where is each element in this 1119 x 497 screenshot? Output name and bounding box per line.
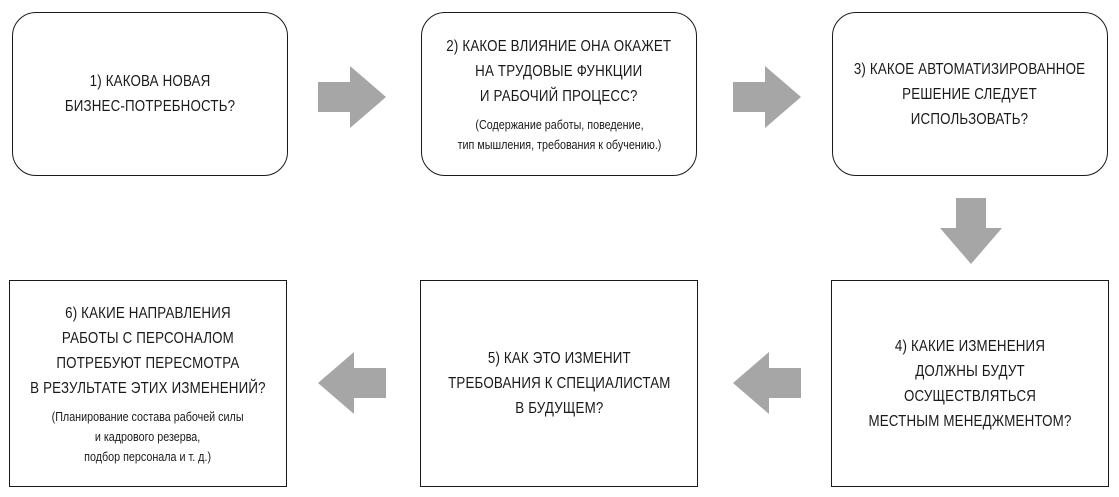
step-4-title: 4) КАКИЕ ИЗМЕНЕНИЯ ДОЛЖНЫ БУДУТ ОСУЩЕСТВЛЯТЬСЯ МЕСТНЫМ МЕНЕДЖМЕНТОМ? bbox=[868, 337, 1072, 430]
step-6-title: 6) КАКИЕ НАПРАВЛЕНИЯ РАБОТЫ С ПЕРСОНАЛОМ ПОТРЕБУЮТ ПЕРЕСМОТРА В РЕЗУЛЬТАТЕ ЭТИХ ИЗМЕНЕНИЙ? bbox=[30, 304, 266, 397]
step-2-note: (Содержание работы, поведение, тип мышления, требования к обучению.) bbox=[457, 117, 661, 152]
step-2-box bbox=[421, 12, 697, 176]
arrow-left-2-icon bbox=[318, 352, 386, 414]
step-1-box bbox=[12, 12, 288, 176]
step-6-box bbox=[9, 280, 287, 487]
arrow-shape bbox=[733, 352, 801, 414]
step-3-box bbox=[832, 12, 1108, 176]
arrow-right-2-icon bbox=[733, 66, 801, 128]
step-3-title: 3) КАКОЕ АВТОМАТИЗИРОВАННОЕ РЕШЕНИЕ СЛЕДУЕТ ИСПОЛЬЗОВАТЬ? bbox=[854, 60, 1086, 128]
arrow-left-1-icon bbox=[733, 352, 801, 414]
step-1-title: 1) КАКОВА НОВАЯ БИЗНЕС-ПОТРЕБНОСТЬ? bbox=[64, 73, 236, 115]
step-6-note: (Планирование состава рабочей силы и кадрового резерва, подбор персонала и т. д.) bbox=[52, 409, 244, 464]
arrow-shape bbox=[940, 198, 1002, 264]
arrow-shape bbox=[733, 66, 801, 128]
step-5-box bbox=[420, 280, 698, 487]
arrow-shape bbox=[318, 352, 386, 414]
arrow-down-icon bbox=[940, 198, 1002, 264]
arrow-right-1-icon bbox=[318, 66, 386, 128]
step-4-box bbox=[831, 280, 1109, 487]
step-5-title: 5) КАК ЭТО ИЗМЕНИТ ТРЕБОВАНИЯ К СПЕЦИАЛИСТАМ В БУДУЩЕМ? bbox=[447, 350, 671, 417]
step-2-title: 2) КАКОЕ ВЛИЯНИЕ ОНА ОКАЖЕТ НА ТРУДОВЫЕ ФУНКЦИИ И РАБОЧИЙ ПРОЦЕСС? bbox=[446, 37, 672, 105]
arrow-shape bbox=[318, 66, 386, 128]
